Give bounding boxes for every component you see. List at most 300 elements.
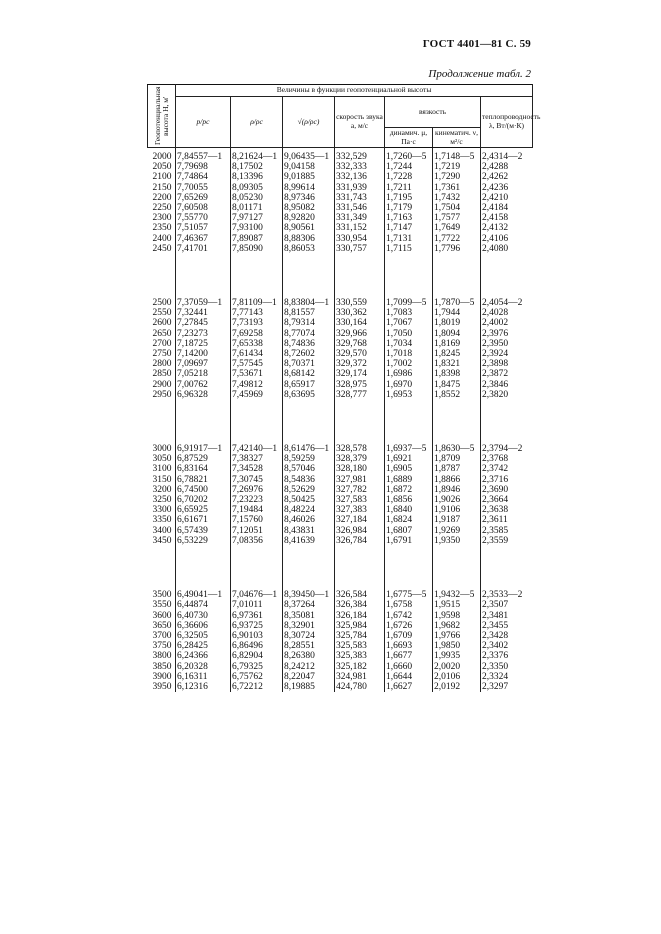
cell-conductivity: 2,3324 — [481, 672, 533, 682]
spacer-cell — [433, 254, 481, 298]
header-altitude: Геопотенциальная высота H, м' — [148, 85, 176, 148]
cell-sound-speed: 332,333 — [335, 162, 385, 172]
cell-dynamic-viscosity: 1,6986 — [385, 369, 433, 379]
table-row — [148, 152, 533, 162]
cell-altitude: 2150 — [152, 182, 172, 193]
cell-altitude: 2000 — [152, 152, 172, 162]
spacer-cell — [283, 400, 335, 444]
cell-density-ratio: 6,93725 — [231, 621, 283, 631]
cell-conductivity: 2,3455 — [481, 621, 533, 631]
header-dynamic-viscosity: динамич. μ, Па·с — [385, 128, 433, 148]
cell-conductivity: 2,3846 — [481, 380, 533, 390]
cell-sqrt-density-ratio: 8,39450—1 — [283, 590, 335, 600]
cell-conductivity: 2,3898 — [481, 359, 533, 369]
cell-sound-speed: 326,184 — [335, 611, 385, 621]
cell-sqrt-density-ratio: 9,01885 — [283, 172, 335, 182]
cell-sqrt-density-ratio: 8,65917 — [283, 380, 335, 390]
table-row — [148, 234, 533, 244]
table-row — [148, 318, 533, 328]
cell-conductivity: 2,3638 — [481, 505, 533, 515]
cell-kinematic-viscosity: 1,8709 — [433, 454, 481, 464]
cell-dynamic-viscosity: 1,7067 — [385, 318, 433, 328]
cell-density-ratio: 8,09305 — [231, 183, 283, 193]
cell-sound-speed: 324,981 — [335, 672, 385, 682]
cell-conductivity: 2,3742 — [481, 464, 533, 474]
cell-sqrt-density-ratio: 8,70371 — [283, 359, 335, 369]
cell-conductivity: 2,3768 — [481, 454, 533, 464]
cell-sqrt-density-ratio: 8,72602 — [283, 349, 335, 359]
cell-altitude: 2900 — [152, 379, 172, 390]
cell-pressure-ratio: 6,87529 — [176, 454, 231, 464]
cell-kinematic-viscosity: 1,8169 — [433, 339, 481, 349]
cell-conductivity: 2,4314—2 — [481, 152, 533, 162]
spacer-cell — [335, 400, 385, 444]
cell-dynamic-viscosity: 1,7244 — [385, 162, 433, 172]
cell-pressure-ratio: 7,84557—1 — [176, 152, 231, 162]
cell-sound-speed: 325,583 — [335, 641, 385, 651]
cell-kinematic-viscosity: 1,8630—5 — [433, 444, 481, 454]
cell-pressure-ratio: 6,28425 — [176, 641, 231, 651]
cell-pressure-ratio: 7,00762 — [176, 380, 231, 390]
cell-pressure-ratio: 7,23273 — [176, 329, 231, 339]
cell-kinematic-viscosity: 1,9598 — [433, 611, 481, 621]
cell-sqrt-density-ratio: 8,37264 — [283, 600, 335, 610]
cell-conductivity: 2,3611 — [481, 515, 533, 525]
cell-pressure-ratio: 7,37059—1 — [176, 298, 231, 308]
cell-altitude: 2100 — [152, 172, 172, 183]
cell-sound-speed: 330,757 — [335, 244, 385, 254]
cell-pressure-ratio: 6,20328 — [176, 662, 231, 672]
table-row — [148, 172, 533, 182]
cell-kinematic-viscosity: 1,9350 — [433, 536, 481, 546]
atmosphere-table — [147, 84, 541, 692]
cell-sound-speed: 330,164 — [335, 318, 385, 328]
cell-pressure-ratio: 6,57439 — [176, 526, 231, 536]
cell-conductivity: 2,4028 — [481, 308, 533, 318]
cell-altitude: 3900 — [152, 671, 172, 682]
cell-sqrt-density-ratio: 8,52629 — [283, 485, 335, 495]
cell-sqrt-density-ratio: 8,68142 — [283, 369, 335, 379]
table-row — [148, 475, 533, 485]
cell-altitude: 2200 — [152, 192, 172, 203]
table-row — [148, 329, 533, 339]
cell-kinematic-viscosity: 2,0192 — [433, 682, 481, 692]
cell-kinematic-viscosity: 1,7361 — [433, 183, 481, 193]
cell-sound-speed: 331,152 — [335, 223, 385, 233]
cell-altitude: 3550 — [152, 600, 172, 611]
cell-density-ratio: 6,79325 — [231, 662, 283, 672]
cell-dynamic-viscosity: 1,6921 — [385, 454, 433, 464]
table-row — [148, 621, 533, 631]
cell-kinematic-viscosity: 1,8245 — [433, 349, 481, 359]
cell-sound-speed: 332,529 — [335, 152, 385, 162]
spacer-cell — [148, 400, 176, 444]
cell-dynamic-viscosity: 1,7260—5 — [385, 152, 433, 162]
table-row — [148, 495, 533, 505]
cell-density-ratio: 6,97361 — [231, 611, 283, 621]
cell-sound-speed: 326,584 — [335, 590, 385, 600]
cell-density-ratio: 7,77143 — [231, 308, 283, 318]
cell-sound-speed: 329,372 — [335, 359, 385, 369]
cell-altitude: 3400 — [152, 525, 172, 536]
cell-sqrt-density-ratio: 8,92820 — [283, 213, 335, 223]
cell-pressure-ratio: 7,46367 — [176, 234, 231, 244]
cell-pressure-ratio: 7,60508 — [176, 203, 231, 213]
table-row — [148, 162, 533, 172]
cell-conductivity: 2,3716 — [481, 475, 533, 485]
cell-density-ratio: 7,53671 — [231, 369, 283, 379]
cell-altitude: 3100 — [152, 464, 172, 475]
cell-conductivity: 2,4054—2 — [481, 298, 533, 308]
cell-conductivity: 2,3820 — [481, 390, 533, 400]
cell-sqrt-density-ratio: 8,32901 — [283, 621, 335, 631]
cell-sqrt-density-ratio: 8,50425 — [283, 495, 335, 505]
cell-dynamic-viscosity: 1,6693 — [385, 641, 433, 651]
cell-pressure-ratio: 6,83164 — [176, 464, 231, 474]
header-viscosity: вязкость — [385, 96, 481, 128]
cell-conductivity: 2,3559 — [481, 536, 533, 546]
table-row — [148, 505, 533, 515]
cell-dynamic-viscosity: 1,7099—5 — [385, 298, 433, 308]
cell-kinematic-viscosity: 1,8094 — [433, 329, 481, 339]
cell-kinematic-viscosity: 1,8475 — [433, 380, 481, 390]
cell-dynamic-viscosity: 1,7179 — [385, 203, 433, 213]
cell-dynamic-viscosity: 1,7018 — [385, 349, 433, 359]
cell-pressure-ratio: 6,78821 — [176, 475, 231, 485]
cell-sound-speed: 328,777 — [335, 390, 385, 400]
table-row — [148, 682, 533, 692]
cell-kinematic-viscosity: 1,9269 — [433, 526, 481, 536]
table-row — [148, 444, 533, 454]
cell-kinematic-viscosity: 1,9766 — [433, 631, 481, 641]
cell-dynamic-viscosity: 1,6953 — [385, 390, 433, 400]
cell-dynamic-viscosity: 1,6726 — [385, 621, 433, 631]
cell-kinematic-viscosity: 1,9106 — [433, 505, 481, 515]
cell-pressure-ratio: 6,70202 — [176, 495, 231, 505]
cell-density-ratio: 7,34528 — [231, 464, 283, 474]
cell-kinematic-viscosity: 1,9682 — [433, 621, 481, 631]
cell-altitude: 3650 — [152, 620, 172, 631]
cell-sound-speed: 326,784 — [335, 536, 385, 546]
cell-density-ratio: 7,85090 — [231, 244, 283, 254]
cell-kinematic-viscosity: 1,8019 — [433, 318, 481, 328]
cell-density-ratio: 7,89087 — [231, 234, 283, 244]
cell-sound-speed: 331,349 — [335, 213, 385, 223]
cell-pressure-ratio: 7,18725 — [176, 339, 231, 349]
cell-altitude: 3300 — [152, 505, 172, 516]
cell-pressure-ratio: 6,49041—1 — [176, 590, 231, 600]
cell-sound-speed: 332,136 — [335, 172, 385, 182]
cell-kinematic-viscosity: 1,9187 — [433, 515, 481, 525]
cell-sqrt-density-ratio: 8,59259 — [283, 454, 335, 464]
cell-altitude: 2450 — [152, 243, 172, 254]
table-row — [148, 308, 533, 318]
cell-density-ratio: 6,72212 — [231, 682, 283, 692]
table-row — [148, 349, 533, 359]
cell-conductivity: 2,3507 — [481, 600, 533, 610]
cell-kinematic-viscosity: 1,7796 — [433, 244, 481, 254]
cell-altitude: 2950 — [152, 389, 172, 400]
table-row — [148, 662, 533, 672]
cell-altitude: 3600 — [152, 610, 172, 621]
cell-sqrt-density-ratio: 8,46026 — [283, 515, 335, 525]
cell-dynamic-viscosity: 1,6644 — [385, 672, 433, 682]
cell-sqrt-density-ratio: 8,97346 — [283, 193, 335, 203]
cell-conductivity: 2,3350 — [481, 662, 533, 672]
cell-altitude: 3800 — [152, 651, 172, 662]
cell-dynamic-viscosity: 1,6791 — [385, 536, 433, 546]
cell-sqrt-density-ratio: 9,06435—1 — [283, 152, 335, 162]
cell-sound-speed: 326,984 — [335, 526, 385, 536]
cell-sqrt-density-ratio: 8,30724 — [283, 631, 335, 641]
cell-altitude: 3950 — [152, 681, 172, 692]
cell-conductivity: 2,3690 — [481, 485, 533, 495]
cell-sqrt-density-ratio: 8,90561 — [283, 223, 335, 233]
cell-dynamic-viscosity: 1,7050 — [385, 329, 433, 339]
cell-kinematic-viscosity: 1,7504 — [433, 203, 481, 213]
cell-sound-speed: 327,184 — [335, 515, 385, 525]
table-row — [148, 183, 533, 193]
page-header: ГОСТ 4401—81 С. 59 — [422, 38, 531, 50]
cell-kinematic-viscosity: 1,8866 — [433, 475, 481, 485]
cell-dynamic-viscosity: 1,6937—5 — [385, 444, 433, 454]
header-sound-speed: скорость звука a, м/с — [335, 96, 385, 148]
cell-kinematic-viscosity: 1,7944 — [433, 308, 481, 318]
table-row — [148, 672, 533, 682]
table-row — [148, 203, 533, 213]
cell-sound-speed: 330,954 — [335, 234, 385, 244]
cell-kinematic-viscosity: 1,9935 — [433, 651, 481, 661]
cell-dynamic-viscosity: 1,6856 — [385, 495, 433, 505]
cell-density-ratio: 8,13396 — [231, 172, 283, 182]
cell-pressure-ratio: 7,32441 — [176, 308, 231, 318]
cell-sound-speed: 331,546 — [335, 203, 385, 213]
cell-density-ratio: 8,01171 — [231, 203, 283, 213]
spacer-cell — [176, 254, 231, 298]
table-row — [148, 380, 533, 390]
spacer-cell — [176, 400, 231, 444]
cell-sound-speed: 329,174 — [335, 369, 385, 379]
cell-sqrt-density-ratio: 8,77074 — [283, 329, 335, 339]
cell-kinematic-viscosity: 1,8552 — [433, 390, 481, 400]
cell-conductivity: 2,3297 — [481, 682, 533, 692]
table-row — [148, 339, 533, 349]
cell-density-ratio: 7,45969 — [231, 390, 283, 400]
cell-sqrt-density-ratio: 8,95082 — [283, 203, 335, 213]
cell-density-ratio: 7,01011 — [231, 600, 283, 610]
cell-dynamic-viscosity: 1,6824 — [385, 515, 433, 525]
cell-sound-speed: 330,559 — [335, 298, 385, 308]
cell-density-ratio: 7,26976 — [231, 485, 283, 495]
cell-sqrt-density-ratio: 8,57046 — [283, 464, 335, 474]
cell-sqrt-density-ratio: 8,22047 — [283, 672, 335, 682]
cell-sqrt-density-ratio: 8,63695 — [283, 390, 335, 400]
cell-density-ratio: 7,19484 — [231, 505, 283, 515]
cell-conductivity: 2,4184 — [481, 203, 533, 213]
cell-altitude: 2250 — [152, 203, 172, 214]
cell-altitude: 3050 — [152, 454, 172, 465]
cell-dynamic-viscosity: 1,6840 — [385, 505, 433, 515]
cell-sound-speed: 331,939 — [335, 183, 385, 193]
cell-sqrt-density-ratio: 8,99614 — [283, 183, 335, 193]
cell-dynamic-viscosity: 1,7147 — [385, 223, 433, 233]
cell-density-ratio: 7,30745 — [231, 475, 283, 485]
cell-pressure-ratio: 6,44874 — [176, 600, 231, 610]
cell-conductivity: 2,3481 — [481, 611, 533, 621]
cell-pressure-ratio: 6,40730 — [176, 611, 231, 621]
cell-conductivity: 2,3402 — [481, 641, 533, 651]
cell-dynamic-viscosity: 1,6709 — [385, 631, 433, 641]
cell-dynamic-viscosity: 1,7163 — [385, 213, 433, 223]
group-spacer — [148, 546, 533, 590]
cell-kinematic-viscosity: 1,7722 — [433, 234, 481, 244]
cell-density-ratio: 7,65338 — [231, 339, 283, 349]
cell-kinematic-viscosity: 1,8321 — [433, 359, 481, 369]
cell-density-ratio: 7,15760 — [231, 515, 283, 525]
cell-density-ratio: 7,42140—1 — [231, 444, 283, 454]
header-conductivity: теплопроводность λ, Вт/(м·К) — [481, 96, 533, 148]
cell-density-ratio: 6,90103 — [231, 631, 283, 641]
table-row — [148, 515, 533, 525]
spacer-cell — [481, 254, 533, 298]
cell-sound-speed: 329,966 — [335, 329, 385, 339]
cell-conductivity: 2,3924 — [481, 349, 533, 359]
table-row — [148, 536, 533, 546]
cell-altitude: 3250 — [152, 495, 172, 506]
cell-conductivity: 2,4158 — [481, 213, 533, 223]
table-row — [148, 641, 533, 651]
spacer-cell — [385, 254, 433, 298]
table-row — [148, 464, 533, 474]
cell-dynamic-viscosity: 1,7131 — [385, 234, 433, 244]
cell-sound-speed: 328,578 — [335, 444, 385, 454]
cell-density-ratio: 6,82904 — [231, 651, 283, 661]
cell-pressure-ratio: 6,91917—1 — [176, 444, 231, 454]
cell-dynamic-viscosity: 1,7115 — [385, 244, 433, 254]
spacer-cell — [231, 400, 283, 444]
cell-density-ratio: 8,05230 — [231, 193, 283, 203]
header-sqrt-density-ratio: √(ρ/ρc) — [283, 96, 335, 148]
cell-dynamic-viscosity: 1,6660 — [385, 662, 433, 672]
spacer-cell — [148, 546, 176, 590]
cell-sqrt-density-ratio: 8,19885 — [283, 682, 335, 692]
cell-kinematic-viscosity: 1,8787 — [433, 464, 481, 474]
cell-sqrt-density-ratio: 8,61476—1 — [283, 444, 335, 454]
cell-pressure-ratio: 7,65269 — [176, 193, 231, 203]
spacer-cell — [176, 546, 231, 590]
cell-altitude: 2500 — [152, 298, 172, 309]
cell-sqrt-density-ratio: 8,24212 — [283, 662, 335, 672]
cell-sound-speed: 329,768 — [335, 339, 385, 349]
cell-sqrt-density-ratio: 8,28551 — [283, 641, 335, 651]
table-row — [148, 454, 533, 464]
cell-sqrt-density-ratio: 8,54836 — [283, 475, 335, 485]
cell-sqrt-density-ratio: 8,88306 — [283, 234, 335, 244]
cell-conductivity: 2,4262 — [481, 172, 533, 182]
table-row — [148, 223, 533, 233]
cell-conductivity: 2,4080 — [481, 244, 533, 254]
cell-kinematic-viscosity: 1,8398 — [433, 369, 481, 379]
table-row — [148, 631, 533, 641]
cell-sqrt-density-ratio: 8,74836 — [283, 339, 335, 349]
cell-kinematic-viscosity: 1,8946 — [433, 485, 481, 495]
cell-sound-speed: 329,570 — [335, 349, 385, 359]
cell-kinematic-viscosity: 1,7577 — [433, 213, 481, 223]
table-continuation-label: Продолжение табл. 2 — [428, 68, 531, 80]
cell-conductivity: 2,3872 — [481, 369, 533, 379]
cell-dynamic-viscosity: 1,6677 — [385, 651, 433, 661]
cell-density-ratio: 6,75762 — [231, 672, 283, 682]
cell-pressure-ratio: 7,14200 — [176, 349, 231, 359]
cell-density-ratio: 6,86496 — [231, 641, 283, 651]
cell-dynamic-viscosity: 1,6872 — [385, 485, 433, 495]
cell-sound-speed: 325,784 — [335, 631, 385, 641]
table-body — [148, 148, 533, 693]
cell-sound-speed: 326,384 — [335, 600, 385, 610]
cell-conductivity: 2,3664 — [481, 495, 533, 505]
cell-density-ratio: 7,23223 — [231, 495, 283, 505]
cell-sqrt-density-ratio: 9,04158 — [283, 162, 335, 172]
cell-pressure-ratio: 7,70055 — [176, 183, 231, 193]
cell-conductivity: 2,3794—2 — [481, 444, 533, 454]
cell-pressure-ratio: 6,53229 — [176, 536, 231, 546]
cell-altitude: 2700 — [152, 338, 172, 349]
cell-kinematic-viscosity: 1,7649 — [433, 223, 481, 233]
cell-kinematic-viscosity: 1,7432 — [433, 193, 481, 203]
cell-dynamic-viscosity: 1,6758 — [385, 600, 433, 610]
table-row — [148, 526, 533, 536]
cell-pressure-ratio: 6,61671 — [176, 515, 231, 525]
cell-pressure-ratio: 7,51057 — [176, 223, 231, 233]
cell-sound-speed: 328,180 — [335, 464, 385, 474]
cell-pressure-ratio: 6,16311 — [176, 672, 231, 682]
cell-conductivity: 2,3376 — [481, 651, 533, 661]
cell-altitude: 3000 — [152, 444, 172, 455]
cell-density-ratio: 7,97127 — [231, 213, 283, 223]
cell-conductivity: 2,4002 — [481, 318, 533, 328]
spacer-cell — [283, 546, 335, 590]
table-row — [148, 213, 533, 223]
group-spacer — [148, 400, 533, 444]
cell-dynamic-viscosity: 1,7002 — [385, 359, 433, 369]
cell-dynamic-viscosity: 1,7228 — [385, 172, 433, 182]
cell-sound-speed: 330,362 — [335, 308, 385, 318]
cell-pressure-ratio: 6,96328 — [176, 390, 231, 400]
cell-dynamic-viscosity: 1,6807 — [385, 526, 433, 536]
cell-pressure-ratio: 7,55770 — [176, 213, 231, 223]
cell-kinematic-viscosity: 2,0020 — [433, 662, 481, 672]
cell-sound-speed: 424,780 — [335, 682, 385, 692]
cell-sound-speed: 327,981 — [335, 475, 385, 485]
header-group: Величины в функции геопотенциальной высоты — [176, 85, 533, 97]
cell-kinematic-viscosity: 1,7290 — [433, 172, 481, 182]
cell-sound-speed: 327,583 — [335, 495, 385, 505]
cell-conductivity: 2,4236 — [481, 183, 533, 193]
cell-kinematic-viscosity: 1,9432—5 — [433, 590, 481, 600]
cell-dynamic-viscosity: 1,7211 — [385, 183, 433, 193]
spacer-cell — [283, 254, 335, 298]
table-row — [148, 600, 533, 610]
cell-altitude: 3200 — [152, 484, 172, 495]
cell-pressure-ratio: 7,09697 — [176, 359, 231, 369]
cell-sqrt-density-ratio: 8,43831 — [283, 526, 335, 536]
spacer-cell — [148, 254, 176, 298]
cell-kinematic-viscosity: 1,9515 — [433, 600, 481, 610]
cell-dynamic-viscosity: 1,7034 — [385, 339, 433, 349]
cell-conductivity: 2,3976 — [481, 329, 533, 339]
cell-kinematic-viscosity: 1,7219 — [433, 162, 481, 172]
cell-altitude: 3450 — [152, 535, 172, 546]
